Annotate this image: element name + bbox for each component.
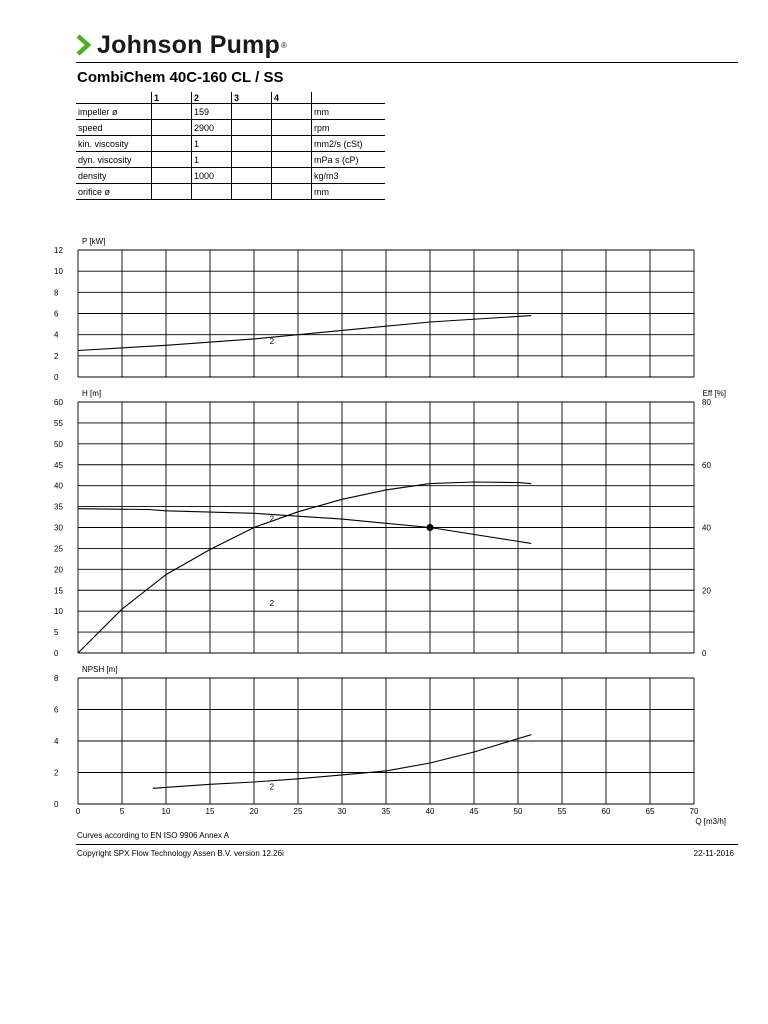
cell-2: 1	[192, 136, 232, 152]
row-label: dyn. viscosity	[76, 152, 152, 168]
y-tick-label: 55	[54, 418, 63, 428]
y-tick-label: 6	[54, 705, 59, 715]
x-axis-label: Q [m3/h]	[695, 817, 726, 826]
brand-name: Johnson Pump	[97, 30, 280, 59]
y-right-tick-label: 80	[702, 398, 711, 407]
cell-2: 1000	[192, 168, 232, 184]
series-line	[78, 509, 531, 544]
series-label: 2	[269, 514, 275, 524]
y-axis-label: NPSH [m]	[82, 665, 118, 674]
x-tick-label: 70	[689, 807, 699, 816]
y-tick-label: 2	[54, 351, 59, 361]
cell-2: 159	[192, 104, 232, 120]
y-right-tick-label: 40	[702, 523, 711, 533]
table-header-cell: 4	[272, 92, 312, 104]
x-tick-label: 10	[161, 807, 171, 816]
y-tick-label: 50	[54, 439, 63, 449]
y-tick-label: 45	[54, 460, 63, 470]
x-tick-label: 45	[469, 807, 479, 816]
registered-mark: ®	[280, 40, 287, 50]
y-tick-label: 30	[54, 523, 63, 533]
x-tick-label: 40	[425, 807, 435, 816]
y-tick-label: 40	[54, 481, 63, 491]
y-axis-label: P [kW]	[82, 237, 106, 246]
y-tick-label: 5	[54, 628, 59, 638]
x-tick-label: 50	[513, 807, 523, 816]
page-title: CombiChem 40C-160 CL / SS	[77, 69, 284, 86]
y-tick-label: 10	[54, 267, 63, 277]
y-right-axis-label: Eff [%]	[702, 389, 726, 398]
series-label: 2	[269, 782, 275, 792]
row-unit: mm	[312, 184, 386, 200]
y-tick-label: 15	[54, 586, 63, 596]
x-tick-label: 15	[205, 807, 215, 816]
x-tick-label: 55	[557, 807, 567, 816]
row-unit: rpm	[312, 120, 386, 136]
x-tick-label: 30	[337, 807, 347, 816]
row-label: kin. viscosity	[76, 136, 152, 152]
y-tick-label: 25	[54, 544, 63, 554]
copyright-text: Copyright SPX Flow Technology Assen B.V. version 12.26i	[77, 849, 284, 858]
cell-2: 2900	[192, 120, 232, 136]
operating-point	[427, 524, 434, 531]
row-unit: mm	[312, 104, 386, 120]
y-tick-label: 4	[54, 330, 59, 340]
row-label: impeller ø	[76, 104, 152, 120]
y-tick-label: 0	[54, 649, 59, 658]
curves-note: Curves according to EN ISO 9906 Annex A	[77, 831, 230, 840]
y-tick-label: 0	[54, 800, 59, 809]
x-tick-label: 60	[601, 807, 611, 816]
series-label: 2	[269, 598, 275, 608]
y-tick-label: 10	[54, 607, 63, 617]
y-tick-label: 6	[54, 309, 59, 319]
row-unit: mPa s (cP)	[312, 152, 386, 168]
y-tick-label: 2	[54, 768, 59, 778]
y-right-tick-label: 60	[702, 460, 711, 470]
y-tick-label: 4	[54, 737, 59, 746]
row-label: density	[76, 168, 152, 184]
y-tick-label: 8	[54, 288, 59, 298]
row-unit: mm2/s (cSt)	[312, 136, 386, 152]
y-tick-label: 12	[54, 246, 63, 255]
y-tick-label: 35	[54, 502, 63, 512]
y-tick-label: 60	[54, 398, 63, 407]
x-tick-label: 25	[293, 807, 303, 816]
series-line	[78, 482, 531, 653]
series-label: 2	[269, 337, 275, 347]
x-tick-label: 20	[249, 807, 259, 816]
y-tick-label: 8	[54, 674, 59, 683]
footer-rule	[76, 844, 738, 845]
x-tick-label: 5	[119, 807, 125, 816]
y-right-tick-label: 20	[702, 586, 711, 596]
cell-2: 1	[192, 152, 232, 168]
y-tick-label: 20	[54, 565, 63, 575]
date-text: 22-11-2016	[693, 849, 734, 858]
series-line	[78, 316, 531, 351]
y-right-tick-label: 0	[702, 649, 707, 658]
table-header-cell: 3	[232, 92, 272, 104]
x-tick-label: 0	[75, 807, 81, 816]
x-tick-label: 65	[645, 807, 655, 816]
row-label: orifice ø	[76, 184, 152, 200]
table-header-cell: 2	[192, 92, 232, 104]
row-unit: kg/m3	[312, 168, 386, 184]
row-label: speed	[76, 120, 152, 136]
x-tick-label: 35	[381, 807, 391, 816]
y-tick-label: 0	[54, 373, 59, 382]
y-axis-label: H [m]	[82, 389, 102, 398]
table-header-cell: 1	[152, 92, 192, 104]
